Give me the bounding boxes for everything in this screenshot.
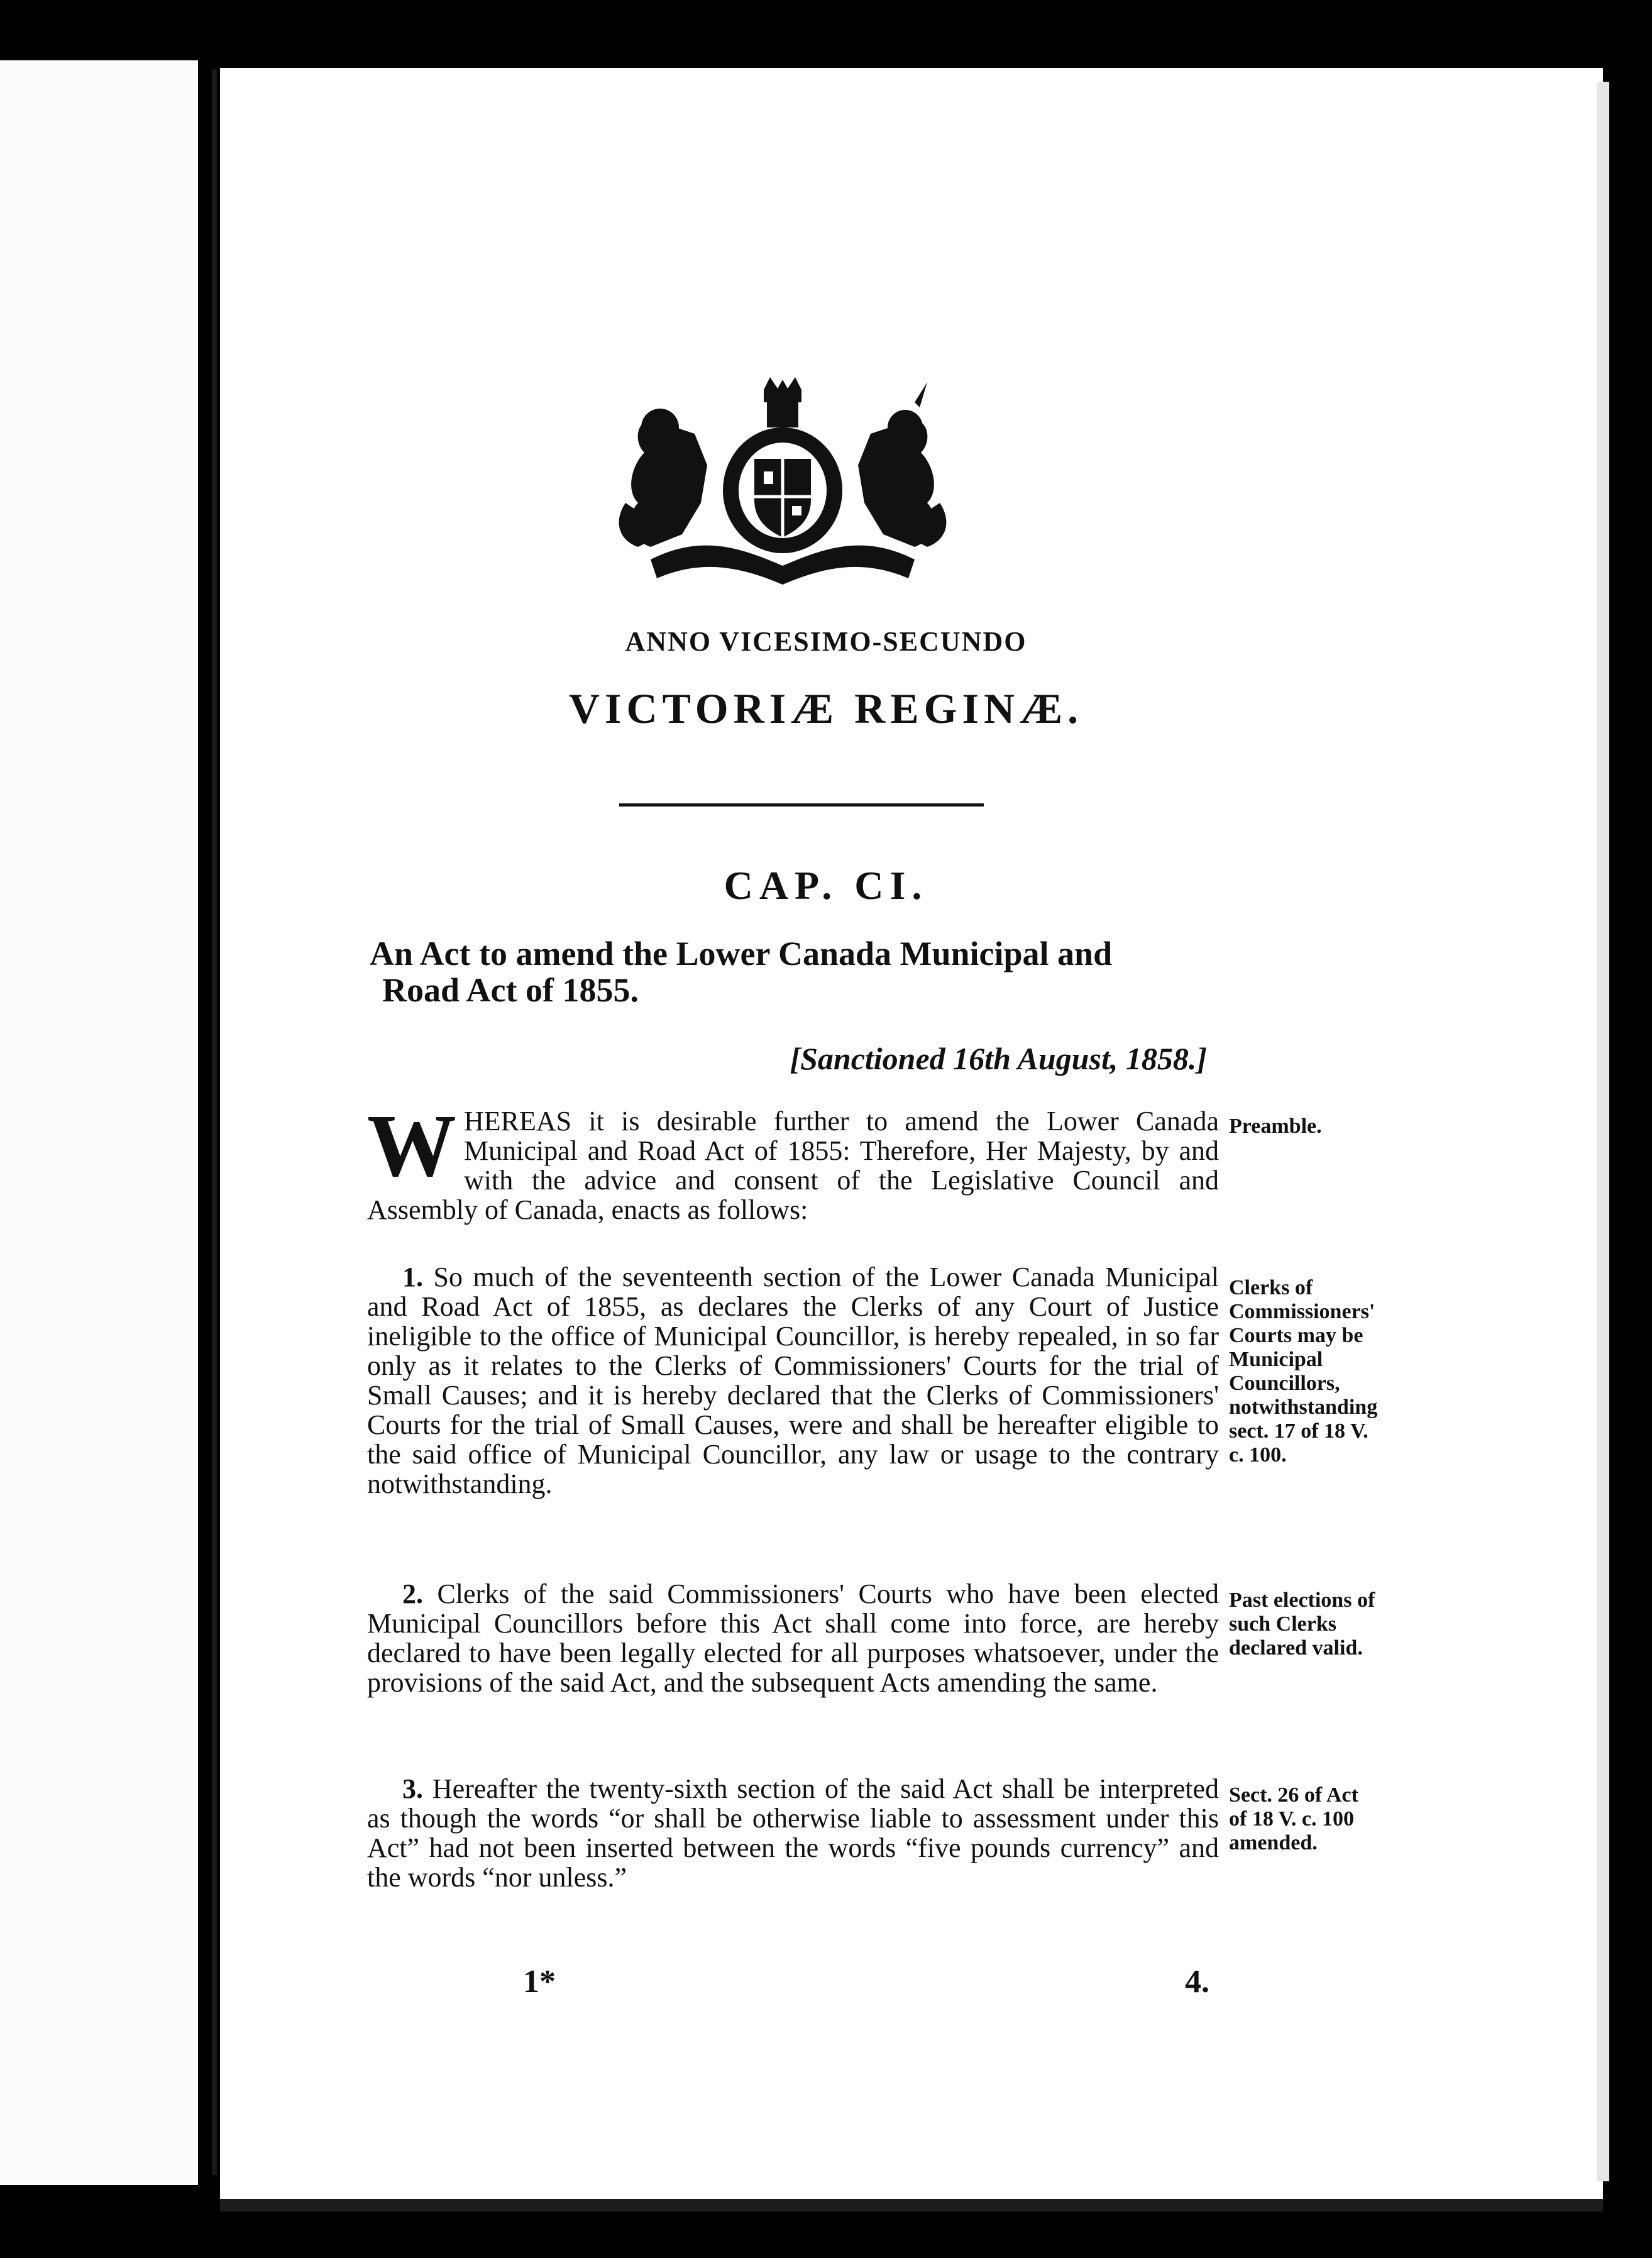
drop-cap: W [367, 1096, 456, 1195]
margin-note-section-3: Sect. 26 of Act of 18 V. c. 100 amended. [1229, 1783, 1358, 1854]
margin-note-section-2: Past elections of such Clerks declared valid. [1229, 1589, 1375, 1660]
facing-page-edge [0, 60, 198, 2185]
sanction-date: [Sanctioned 16th August, 1858.] [790, 1041, 1207, 1076]
margin-note-preamble: Preamble. [1229, 1115, 1322, 1138]
act-title-line-1: An Act to amend the Lower Canada Municipal and [370, 935, 1113, 972]
preamble-text: HEREAS it is desirable further to amend the Lower Canada Municipal and Road Act of 1855: Therefore, Her Majesty, by and with the advice and consent of the Legislative Council and Assembly of Canada, enacts as follows: [367, 1106, 1219, 1225]
printer-signature-mark: 1* [523, 1964, 556, 2000]
preamble-paragraph [367, 1096, 1219, 1225]
act-title [370, 935, 1225, 1008]
section-number: 1. [402, 1262, 423, 1292]
section-3 [367, 1774, 1219, 1892]
section-number: 2. [402, 1578, 423, 1609]
heading-divider [619, 803, 984, 807]
section-text: So much of the seventeenth section of the Lower Canada Municipal and Road Act of 1855, as declares the Clerks of any Court of Justice ineligible to the office of Municipal Councillor, is hereby repealed, in so far only as it relates to the Clerks of Commissioners' Courts for the trial of Small Causes; and it is hereby declared that the Clerks of Commissioners' Courts for the trial of Small Causes, were and shall be hereafter eligible to the said office of Municipal Councillor, any law or usage to the contrary notwithstanding. [367, 1262, 1220, 1499]
section-text: Clerks of the said Commissioners' Courts who have been elected Municipal Councillors before this Act shall come into force, are hereby declared to have been legally elected for all purposes whatsoever, under the provisions of the said Act, and the subsequent Acts amending the same. [367, 1578, 1219, 1698]
binding-gutter [212, 69, 217, 2175]
page-edge-right [1597, 82, 1609, 2181]
royal-coat-of-arms-icon [613, 377, 952, 591]
catchword: 4. [1185, 1964, 1209, 2000]
page-edge-bottom [220, 2199, 1603, 2211]
regnal-year-heading: ANNO VICESIMO-SECUNDO [625, 626, 1027, 657]
section-1 [367, 1262, 1219, 1499]
act-title-line-2: Road Act of 1855. [382, 971, 639, 1009]
section-text: Hereafter the twenty-sixth section of the said Act shall be interpreted as though the words “or shall be otherwise liable to assessment under this Act” had not been inserted between the words “five pounds currency” and the words “nor unless.” [367, 1773, 1219, 1893]
section-number: 3. [402, 1773, 423, 1804]
chapter-number: CAP. CI. [724, 863, 928, 908]
section-2 [367, 1579, 1219, 1697]
margin-note-section-1: Clerks of Commissioners' Courts may be Municipal Councillors, notwithstanding sect. 17 of 18 V. c. 100. [1229, 1276, 1378, 1467]
regnal-name-heading: VICTORIÆ REGINÆ. [568, 685, 1084, 732]
